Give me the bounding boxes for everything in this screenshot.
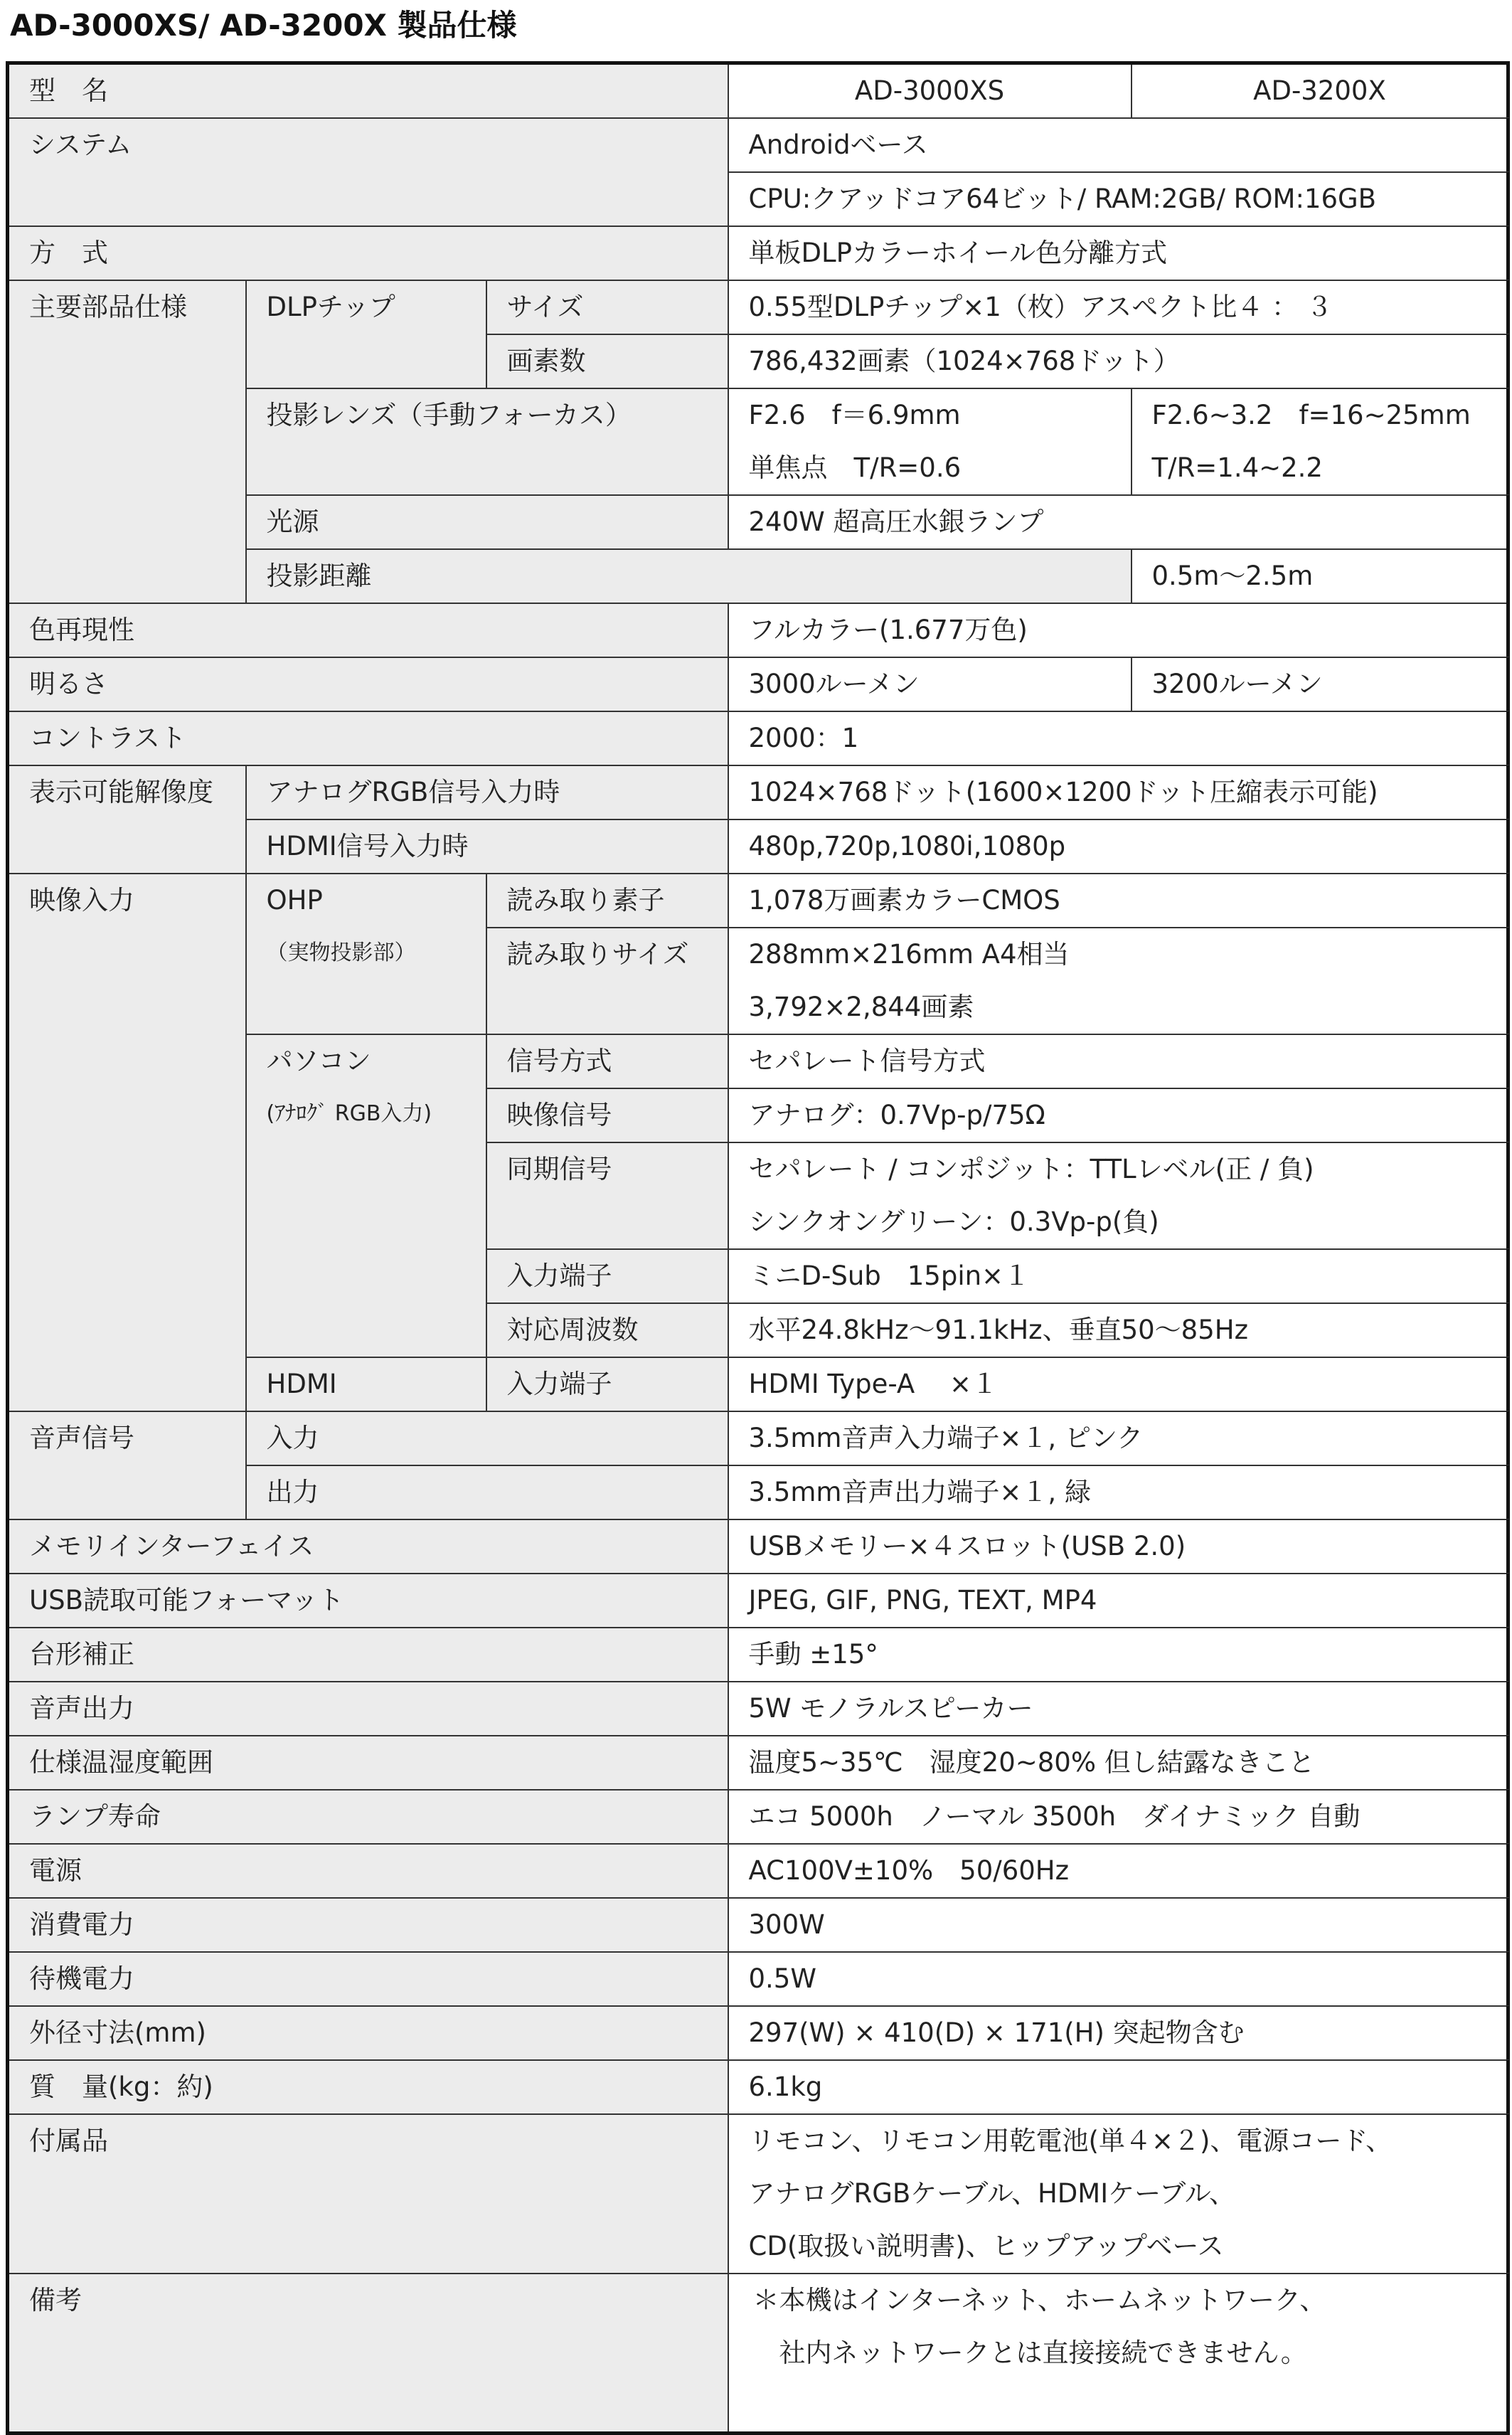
color-value: フルカラー(1.677万色) [728,603,1508,657]
table-row [8,657,1508,711]
light-source-value: 240W 超高圧水銀ランプ [728,495,1508,549]
chip-size-label: サイズ [486,280,728,334]
temperature-value: 温度5~35℃ 湿度20~80% 但し結露なきこと [728,1736,1508,1790]
pc-sublabel: (ｱﾅﾛｸﾞ RGB入力) [266,1101,432,1126]
brightness-value-a: 3000ルーメン [728,657,1132,711]
accessories-value: リモコン、リモコン用乾電池(単４×２)、電源コード、 アナログRGBケーブル、HDMIケーブル、 CD(取扱い説明書)、ヒップアップベース [728,2114,1508,2274]
table-row [8,63,1508,119]
consumption-label: 消費電力 [8,1898,728,1952]
distance-label: 投影距離 [246,549,1132,603]
rgb-input-label: アナログRGB信号入力時 [246,765,728,819]
memory-value: USBメモリー×４スロット(USB 2.0) [728,1519,1508,1574]
notes-label: 備考 [8,2274,728,2433]
ohp-title: OHP [266,885,323,916]
color-label: 色再現性 [8,603,728,657]
sensor-label: 読み取り素子 [486,874,728,928]
table-row [8,2274,1508,2433]
audio-signal-label: 音声信号 [8,1411,246,1519]
usb-formats-label: USB読取可能フォーマット [8,1574,728,1628]
table-row [8,118,1508,172]
lens-value-b: F2.6~3.2 f=16~25mm T/R=1.4~2.2 [1132,388,1508,495]
table-row [8,1519,1508,1574]
weight-label: 質 量(kg：約) [8,2060,728,2114]
system-value-2: CPU:クアッドコア64ビット/ RAM:2GB/ ROM:16GB [728,172,1508,226]
system-label: システム [8,118,728,226]
hdmi-terminal-value: HDMI Type-A ×１ [728,1357,1508,1411]
resolution-label: 表示可能解像度 [8,765,246,874]
pc-title: パソコン [266,1046,371,1076]
table-row [8,2006,1508,2060]
temperature-label: 仕様温湿度範囲 [8,1736,728,1790]
keystone-value: 手動 ±15° [728,1628,1508,1682]
video-signal-label: 映像信号 [486,1088,728,1142]
table-row [8,711,1508,765]
table-row [8,1898,1508,1952]
pixel-count-label: 画素数 [486,334,728,388]
dimensions-label: 外径寸法(mm) [8,2006,728,2060]
ohp-label [246,874,486,1034]
read-size-value: 288mm×216mm A4相当 3,792×2,844画素 [728,928,1508,1034]
read-size-label: 読み取りサイズ [486,928,728,1034]
signal-method-label: 信号方式 [486,1034,728,1088]
table-row [8,1411,1508,1465]
table-row [8,765,1508,819]
main-parts-label: 主要部品仕様 [8,280,246,603]
table-row [8,1628,1508,1682]
standby-value: 0.5W [728,1952,1508,2006]
pixel-count-value: 786,432画素（1024×768ドット） [728,334,1508,388]
sensor-value: 1,078万画素カラーCMOS [728,874,1508,928]
dimensions-value: 297(W) × 410(D) × 171(H) 突起物含む [728,2006,1508,2060]
table-row [8,2114,1508,2274]
table-row [8,1682,1508,1736]
power-label: 電源 [8,1844,728,1898]
weight-value: 6.1kg [728,2060,1508,2114]
ohp-sublabel: （実物投影部） [266,940,416,965]
table-row [8,603,1508,657]
method-label: 方 式 [8,226,728,280]
usb-formats-value: JPEG, GIF, PNG, TEXT, MP4 [728,1574,1508,1628]
standby-label: 待機電力 [8,1952,728,2006]
page-title: AD-3000XS/ AD-3200X 製品仕様 [10,8,517,43]
light-source-label: 光源 [246,495,728,549]
pc-terminal-label: 入力端子 [486,1249,728,1303]
system-value-1: Androidベース [728,118,1508,172]
table-row [8,1736,1508,1790]
video-signal-value: アナログ：0.7Vp-p/75Ω [728,1088,1508,1142]
brightness-value-b: 3200ルーメン [1132,657,1508,711]
model-b-header: AD-3200X [1132,63,1508,119]
notes-value: ＊本機はインターネット、ホームネットワーク、 社内ネットワークとは直接接続できません。 [728,2274,1508,2433]
method-value: 単板DLPカラーホイール色分離方式 [728,226,1508,280]
table-row [8,2060,1508,2114]
lamp-life-label: ランプ寿命 [8,1790,728,1844]
distance-value-a: 0.5m～2.5m [1132,549,1508,603]
table-row [8,1952,1508,2006]
accessories-label: 付属品 [8,2114,728,2274]
audio-out-value: 3.5mm音声出力端子×１, 緑 [728,1465,1508,1519]
video-input-label: 映像入力 [8,874,246,1411]
contrast-label: コントラスト [8,711,728,765]
model-a-header: AD-3000XS [728,63,1132,119]
hdmi-label: HDMI [246,1357,486,1411]
lamp-life-value: エコ 5000h ノーマル 3500h ダイナミック 自動 [728,1790,1508,1844]
audio-output-label: 音声出力 [8,1682,728,1736]
memory-label: メモリインターフェイス [8,1519,728,1574]
sync-signal-label: 同期信号 [486,1142,728,1249]
table-row [8,1844,1508,1898]
table-row [8,226,1508,280]
lens-value-a: F2.6 f＝6.9mm 単焦点 T/R=0.6 [728,388,1132,495]
signal-method-value: セパレート信号方式 [728,1034,1508,1088]
audio-output-value: 5W モノラルスピーカー [728,1682,1508,1736]
table-row [8,874,1508,928]
rgb-input-value: 1024×768ドット(1600×1200ドット圧縮表示可能) [728,765,1508,819]
audio-out-label: 出力 [246,1465,728,1519]
consumption-value: 300W [728,1898,1508,1952]
power-value: AC100V±10% 50/60Hz [728,1844,1508,1898]
keystone-label: 台形補正 [8,1628,728,1682]
table-row [8,280,1508,334]
table-row [8,1574,1508,1628]
frequency-label: 対応周波数 [486,1303,728,1357]
contrast-value: 2000：1 [728,711,1508,765]
brightness-label: 明るさ [8,657,728,711]
model-header-label: 型 名 [8,63,728,119]
pc-label [246,1034,486,1357]
hdmi-input-label: HDMI信号入力時 [246,819,728,874]
dlp-chip-label: DLPチップ [246,280,486,388]
audio-in-label: 入力 [246,1411,728,1465]
lens-label: 投影レンズ（手動フォーカス） [246,388,728,495]
sync-signal-value: セパレート / コンポジット：TTLレベル(正 / 負) シンクオングリーン：0.3Vp-p(負) [728,1142,1508,1249]
pc-terminal-value: ミニD-Sub 15pin×１ [728,1249,1508,1303]
hdmi-terminal-label: 入力端子 [486,1357,728,1411]
frequency-value: 水平24.8kHz～91.1kHz、垂直50～85Hz [728,1303,1508,1357]
table-row [8,1790,1508,1844]
chip-size-value: 0.55型DLPチップ×1（枚）アスペクト比４ ： ３ [728,280,1508,334]
hdmi-input-value: 480p,720p,1080i,1080p [728,819,1508,874]
audio-in-value: 3.5mm音声入力端子×１, ピンク [728,1411,1508,1465]
spec-table [6,61,1510,2435]
